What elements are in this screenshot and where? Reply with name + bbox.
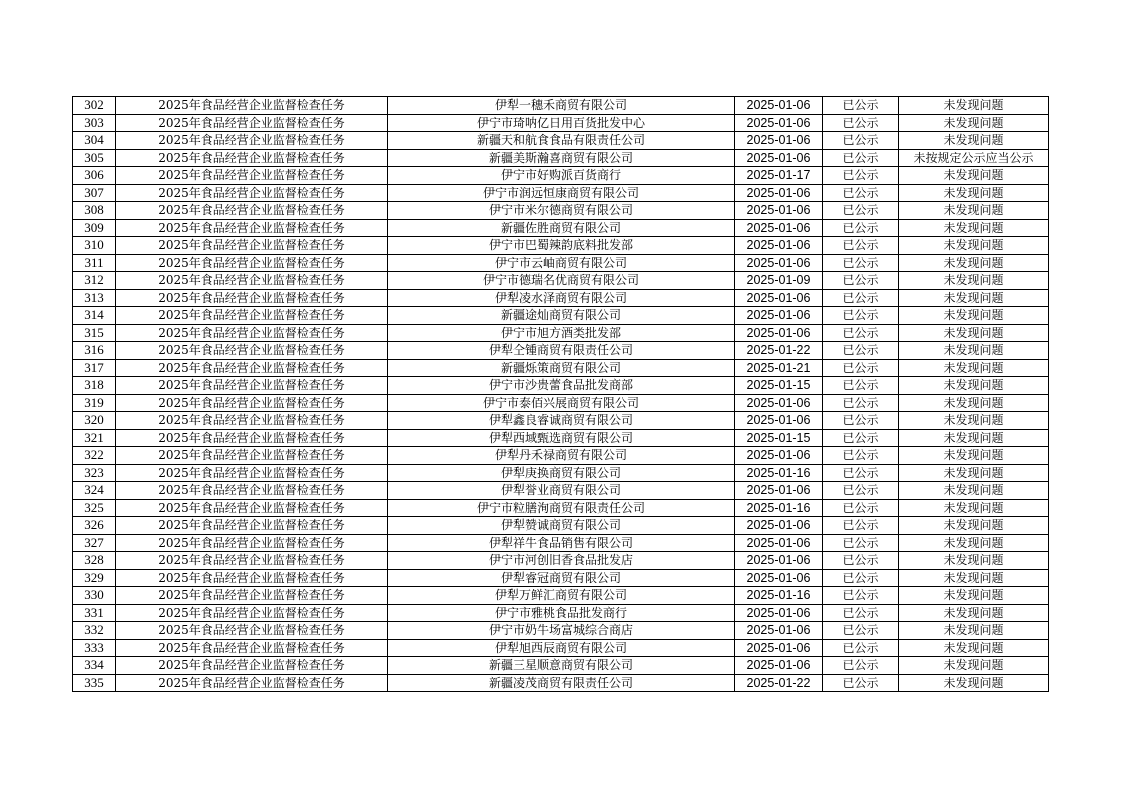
row-number-cell: 318 bbox=[73, 377, 116, 395]
publication-status-cell: 已公示 bbox=[823, 482, 899, 500]
company-name-cell: 伊犁庚换商贸有限公司 bbox=[388, 464, 735, 482]
inspection-date-cell: 2025-01-06 bbox=[735, 517, 823, 535]
inspection-result-cell: 未发现问题 bbox=[899, 534, 1049, 552]
company-name-cell: 伊宁市琦呐亿日用百货批发中心 bbox=[388, 114, 735, 132]
table-row bbox=[73, 569, 1049, 587]
inspection-result-cell: 未发现问题 bbox=[899, 412, 1049, 430]
inspection-date-cell: 2025-01-06 bbox=[735, 639, 823, 657]
row-number-cell: 335 bbox=[73, 674, 116, 692]
table-row bbox=[73, 464, 1049, 482]
row-number-cell: 311 bbox=[73, 254, 116, 272]
publication-status-cell: 已公示 bbox=[823, 412, 899, 430]
company-name-cell: 伊犁一穗禾商贸有限公司 bbox=[388, 97, 735, 115]
row-number-cell: 315 bbox=[73, 324, 116, 342]
task-name-cell: 2025年食品经营企业监督检查任务 bbox=[116, 272, 388, 290]
row-number-cell: 326 bbox=[73, 517, 116, 535]
publication-status-cell: 已公示 bbox=[823, 604, 899, 622]
task-name-cell: 2025年食品经营企业监督检查任务 bbox=[116, 132, 388, 150]
publication-status-cell: 已公示 bbox=[823, 167, 899, 185]
inspection-date-cell: 2025-01-06 bbox=[735, 324, 823, 342]
inspection-result-cell: 未发现问题 bbox=[899, 359, 1049, 377]
row-number-cell: 308 bbox=[73, 202, 116, 220]
company-name-cell: 伊犁鑫良睿诚商贸有限公司 bbox=[388, 412, 735, 430]
table-row bbox=[73, 552, 1049, 570]
inspection-date-cell: 2025-01-22 bbox=[735, 342, 823, 360]
table-row bbox=[73, 604, 1049, 622]
company-name-cell: 新疆烁策商贸有限公司 bbox=[388, 359, 735, 377]
inspection-date-cell: 2025-01-16 bbox=[735, 464, 823, 482]
row-number-cell: 322 bbox=[73, 447, 116, 465]
inspection-date-cell: 2025-01-06 bbox=[735, 657, 823, 675]
table-row bbox=[73, 447, 1049, 465]
inspection-result-cell: 未按规定公示应当公示 bbox=[899, 149, 1049, 167]
task-name-cell: 2025年食品经营企业监督检查任务 bbox=[116, 202, 388, 220]
inspection-result-cell: 未发现问题 bbox=[899, 184, 1049, 202]
task-name-cell: 2025年食品经营企业监督检查任务 bbox=[116, 482, 388, 500]
row-number-cell: 302 bbox=[73, 97, 116, 115]
task-name-cell: 2025年食品经营企业监督检查任务 bbox=[116, 464, 388, 482]
publication-status-cell: 已公示 bbox=[823, 569, 899, 587]
inspection-result-cell: 未发现问题 bbox=[899, 604, 1049, 622]
table-row bbox=[73, 657, 1049, 675]
company-name-cell: 伊宁市巴蜀辣韵底料批发部 bbox=[388, 237, 735, 255]
inspection-result-cell: 未发现问题 bbox=[899, 254, 1049, 272]
company-name-cell: 伊宁市云岫商贸有限公司 bbox=[388, 254, 735, 272]
task-name-cell: 2025年食品经营企业监督检查任务 bbox=[116, 587, 388, 605]
publication-status-cell: 已公示 bbox=[823, 359, 899, 377]
inspection-date-cell: 2025-01-06 bbox=[735, 622, 823, 640]
publication-status-cell: 已公示 bbox=[823, 534, 899, 552]
task-name-cell: 2025年食品经营企业监督检查任务 bbox=[116, 237, 388, 255]
publication-status-cell: 已公示 bbox=[823, 464, 899, 482]
table-row bbox=[73, 342, 1049, 360]
inspection-result-cell: 未发现问题 bbox=[899, 132, 1049, 150]
task-name-cell: 2025年食品经营企业监督检查任务 bbox=[116, 114, 388, 132]
inspection-date-cell: 2025-01-06 bbox=[735, 132, 823, 150]
company-name-cell: 新疆凌茂商贸有限责任公司 bbox=[388, 674, 735, 692]
table-row bbox=[73, 237, 1049, 255]
company-name-cell: 伊宁市好购派百货商行 bbox=[388, 167, 735, 185]
inspection-table bbox=[72, 96, 1049, 692]
table-row bbox=[73, 377, 1049, 395]
task-name-cell: 2025年食品经营企业监督检查任务 bbox=[116, 377, 388, 395]
inspection-date-cell: 2025-01-16 bbox=[735, 499, 823, 517]
inspection-result-cell: 未发现问题 bbox=[899, 97, 1049, 115]
company-name-cell: 新疆美斯瀚喜商贸有限公司 bbox=[388, 149, 735, 167]
task-name-cell: 2025年食品经营企业监督检查任务 bbox=[116, 219, 388, 237]
inspection-date-cell: 2025-01-06 bbox=[735, 569, 823, 587]
table-row bbox=[73, 324, 1049, 342]
publication-status-cell: 已公示 bbox=[823, 219, 899, 237]
table-row bbox=[73, 219, 1049, 237]
publication-status-cell: 已公示 bbox=[823, 517, 899, 535]
inspection-date-cell: 2025-01-06 bbox=[735, 149, 823, 167]
row-number-cell: 316 bbox=[73, 342, 116, 360]
company-name-cell: 伊宁市河创旧香食品批发店 bbox=[388, 552, 735, 570]
inspection-result-cell: 未发现问题 bbox=[899, 569, 1049, 587]
inspection-result-cell: 未发现问题 bbox=[899, 657, 1049, 675]
table-row bbox=[73, 254, 1049, 272]
row-number-cell: 303 bbox=[73, 114, 116, 132]
inspection-date-cell: 2025-01-16 bbox=[735, 587, 823, 605]
inspection-result-cell: 未发现问题 bbox=[899, 342, 1049, 360]
publication-status-cell: 已公示 bbox=[823, 307, 899, 325]
inspection-date-cell: 2025-01-21 bbox=[735, 359, 823, 377]
table-row bbox=[73, 289, 1049, 307]
table-row bbox=[73, 167, 1049, 185]
inspection-result-cell: 未发现问题 bbox=[899, 447, 1049, 465]
inspection-result-cell: 未发现问题 bbox=[899, 639, 1049, 657]
table-row bbox=[73, 359, 1049, 377]
table-row bbox=[73, 674, 1049, 692]
task-name-cell: 2025年食品经营企业监督检查任务 bbox=[116, 97, 388, 115]
inspection-date-cell: 2025-01-06 bbox=[735, 604, 823, 622]
publication-status-cell: 已公示 bbox=[823, 622, 899, 640]
company-name-cell: 伊犁万鲜汇商贸有限公司 bbox=[388, 587, 735, 605]
inspection-result-cell: 未发现问题 bbox=[899, 219, 1049, 237]
table-row bbox=[73, 622, 1049, 640]
row-number-cell: 332 bbox=[73, 622, 116, 640]
row-number-cell: 307 bbox=[73, 184, 116, 202]
publication-status-cell: 已公示 bbox=[823, 132, 899, 150]
task-name-cell: 2025年食品经营企业监督检查任务 bbox=[116, 657, 388, 675]
inspection-date-cell: 2025-01-06 bbox=[735, 412, 823, 430]
row-number-cell: 314 bbox=[73, 307, 116, 325]
company-name-cell: 新疆佐胜商贸有限公司 bbox=[388, 219, 735, 237]
task-name-cell: 2025年食品经营企业监督检查任务 bbox=[116, 552, 388, 570]
row-number-cell: 310 bbox=[73, 237, 116, 255]
company-name-cell: 伊宁市泰佰兴展商贸有限公司 bbox=[388, 394, 735, 412]
row-number-cell: 327 bbox=[73, 534, 116, 552]
inspection-result-cell: 未发现问题 bbox=[899, 377, 1049, 395]
task-name-cell: 2025年食品经营企业监督检查任务 bbox=[116, 412, 388, 430]
inspection-result-cell: 未发现问题 bbox=[899, 622, 1049, 640]
task-name-cell: 2025年食品经营企业监督检查任务 bbox=[116, 359, 388, 377]
publication-status-cell: 已公示 bbox=[823, 429, 899, 447]
company-name-cell: 伊犁旭西辰商贸有限公司 bbox=[388, 639, 735, 657]
inspection-date-cell: 2025-01-15 bbox=[735, 429, 823, 447]
company-name-cell: 伊犁誉业商贸有限公司 bbox=[388, 482, 735, 500]
row-number-cell: 304 bbox=[73, 132, 116, 150]
table-row bbox=[73, 587, 1049, 605]
row-number-cell: 321 bbox=[73, 429, 116, 447]
publication-status-cell: 已公示 bbox=[823, 202, 899, 220]
row-number-cell: 323 bbox=[73, 464, 116, 482]
publication-status-cell: 已公示 bbox=[823, 342, 899, 360]
inspection-date-cell: 2025-01-06 bbox=[735, 184, 823, 202]
task-name-cell: 2025年食品经营企业监督检查任务 bbox=[116, 674, 388, 692]
task-name-cell: 2025年食品经营企业监督检查任务 bbox=[116, 604, 388, 622]
task-name-cell: 2025年食品经营企业监督检查任务 bbox=[116, 324, 388, 342]
task-name-cell: 2025年食品经营企业监督检查任务 bbox=[116, 639, 388, 657]
inspection-date-cell: 2025-01-06 bbox=[735, 447, 823, 465]
publication-status-cell: 已公示 bbox=[823, 237, 899, 255]
task-name-cell: 2025年食品经营企业监督检查任务 bbox=[116, 254, 388, 272]
row-number-cell: 320 bbox=[73, 412, 116, 430]
inspection-result-cell: 未发现问题 bbox=[899, 272, 1049, 290]
publication-status-cell: 已公示 bbox=[823, 254, 899, 272]
task-name-cell: 2025年食品经营企业监督检查任务 bbox=[116, 184, 388, 202]
inspection-date-cell: 2025-01-06 bbox=[735, 202, 823, 220]
company-name-cell: 伊宁市润远恒康商贸有限公司 bbox=[388, 184, 735, 202]
publication-status-cell: 已公示 bbox=[823, 552, 899, 570]
row-number-cell: 306 bbox=[73, 167, 116, 185]
inspection-result-cell: 未发现问题 bbox=[899, 482, 1049, 500]
publication-status-cell: 已公示 bbox=[823, 587, 899, 605]
table-row bbox=[73, 394, 1049, 412]
inspection-result-cell: 未发现问题 bbox=[899, 307, 1049, 325]
company-name-cell: 伊宁市米尔德商贸有限公司 bbox=[388, 202, 735, 220]
inspection-date-cell: 2025-01-06 bbox=[735, 552, 823, 570]
task-name-cell: 2025年食品经营企业监督检查任务 bbox=[116, 342, 388, 360]
row-number-cell: 312 bbox=[73, 272, 116, 290]
inspection-result-cell: 未发现问题 bbox=[899, 289, 1049, 307]
task-name-cell: 2025年食品经营企业监督检查任务 bbox=[116, 447, 388, 465]
inspection-result-cell: 未发现问题 bbox=[899, 237, 1049, 255]
company-name-cell: 伊宁市沙贵蕾食品批发商部 bbox=[388, 377, 735, 395]
publication-status-cell: 已公示 bbox=[823, 289, 899, 307]
inspection-result-cell: 未发现问题 bbox=[899, 114, 1049, 132]
task-name-cell: 2025年食品经营企业监督检查任务 bbox=[116, 394, 388, 412]
table-row bbox=[73, 499, 1049, 517]
publication-status-cell: 已公示 bbox=[823, 97, 899, 115]
inspection-date-cell: 2025-01-06 bbox=[735, 114, 823, 132]
table-row bbox=[73, 307, 1049, 325]
inspection-date-cell: 2025-01-09 bbox=[735, 272, 823, 290]
table-row bbox=[73, 639, 1049, 657]
inspection-result-cell: 未发现问题 bbox=[899, 552, 1049, 570]
row-number-cell: 330 bbox=[73, 587, 116, 605]
company-name-cell: 伊犁祥牛食品销售有限公司 bbox=[388, 534, 735, 552]
inspection-result-cell: 未发现问题 bbox=[899, 587, 1049, 605]
row-number-cell: 305 bbox=[73, 149, 116, 167]
table-row bbox=[73, 534, 1049, 552]
row-number-cell: 325 bbox=[73, 499, 116, 517]
company-name-cell: 伊宁市旭方酒类批发部 bbox=[388, 324, 735, 342]
company-name-cell: 伊犁睿冠商贸有限公司 bbox=[388, 569, 735, 587]
publication-status-cell: 已公示 bbox=[823, 114, 899, 132]
publication-status-cell: 已公示 bbox=[823, 657, 899, 675]
publication-status-cell: 已公示 bbox=[823, 674, 899, 692]
row-number-cell: 333 bbox=[73, 639, 116, 657]
table-row bbox=[73, 429, 1049, 447]
inspection-date-cell: 2025-01-17 bbox=[735, 167, 823, 185]
row-number-cell: 309 bbox=[73, 219, 116, 237]
task-name-cell: 2025年食品经营企业监督检查任务 bbox=[116, 289, 388, 307]
inspection-date-cell: 2025-01-06 bbox=[735, 482, 823, 500]
publication-status-cell: 已公示 bbox=[823, 149, 899, 167]
table-row bbox=[73, 114, 1049, 132]
inspection-result-cell: 未发现问题 bbox=[899, 517, 1049, 535]
publication-status-cell: 已公示 bbox=[823, 639, 899, 657]
company-name-cell: 伊宁市奶牛场富城综合商店 bbox=[388, 622, 735, 640]
publication-status-cell: 已公示 bbox=[823, 447, 899, 465]
company-name-cell: 伊犁丹禾禄商贸有限公司 bbox=[388, 447, 735, 465]
inspection-result-cell: 未发现问题 bbox=[899, 167, 1049, 185]
company-name-cell: 伊宁市雅桃食品批发商行 bbox=[388, 604, 735, 622]
company-name-cell: 伊宁市德瑞名优商贸有限公司 bbox=[388, 272, 735, 290]
row-number-cell: 313 bbox=[73, 289, 116, 307]
table-row bbox=[73, 149, 1049, 167]
inspection-result-cell: 未发现问题 bbox=[899, 202, 1049, 220]
company-name-cell: 伊宁市粒膳洵商贸有限责任公司 bbox=[388, 499, 735, 517]
task-name-cell: 2025年食品经营企业监督检查任务 bbox=[116, 517, 388, 535]
table-row bbox=[73, 272, 1049, 290]
task-name-cell: 2025年食品经营企业监督检查任务 bbox=[116, 167, 388, 185]
row-number-cell: 329 bbox=[73, 569, 116, 587]
task-name-cell: 2025年食品经营企业监督检查任务 bbox=[116, 149, 388, 167]
inspection-result-cell: 未发现问题 bbox=[899, 464, 1049, 482]
publication-status-cell: 已公示 bbox=[823, 499, 899, 517]
inspection-date-cell: 2025-01-22 bbox=[735, 674, 823, 692]
company-name-cell: 伊犁凌水泽商贸有限公司 bbox=[388, 289, 735, 307]
inspection-result-cell: 未发现问题 bbox=[899, 674, 1049, 692]
company-name-cell: 伊犁西域甄选商贸有限公司 bbox=[388, 429, 735, 447]
task-name-cell: 2025年食品经营企业监督检查任务 bbox=[116, 622, 388, 640]
table-row bbox=[73, 202, 1049, 220]
row-number-cell: 328 bbox=[73, 552, 116, 570]
company-name-cell: 新疆途灿商贸有限公司 bbox=[388, 307, 735, 325]
inspection-date-cell: 2025-01-06 bbox=[735, 97, 823, 115]
inspection-date-cell: 2025-01-06 bbox=[735, 534, 823, 552]
task-name-cell: 2025年食品经营企业监督检查任务 bbox=[116, 307, 388, 325]
table-row bbox=[73, 97, 1049, 115]
row-number-cell: 334 bbox=[73, 657, 116, 675]
publication-status-cell: 已公示 bbox=[823, 377, 899, 395]
row-number-cell: 317 bbox=[73, 359, 116, 377]
inspection-result-cell: 未发现问题 bbox=[899, 429, 1049, 447]
inspection-result-cell: 未发现问题 bbox=[899, 324, 1049, 342]
inspection-date-cell: 2025-01-06 bbox=[735, 394, 823, 412]
inspection-result-cell: 未发现问题 bbox=[899, 394, 1049, 412]
task-name-cell: 2025年食品经营企业监督检查任务 bbox=[116, 569, 388, 587]
table-row bbox=[73, 184, 1049, 202]
task-name-cell: 2025年食品经营企业监督检查任务 bbox=[116, 499, 388, 517]
row-number-cell: 324 bbox=[73, 482, 116, 500]
task-name-cell: 2025年食品经营企业监督检查任务 bbox=[116, 429, 388, 447]
table-row bbox=[73, 132, 1049, 150]
publication-status-cell: 已公示 bbox=[823, 394, 899, 412]
publication-status-cell: 已公示 bbox=[823, 272, 899, 290]
inspection-date-cell: 2025-01-15 bbox=[735, 377, 823, 395]
inspection-result-cell: 未发现问题 bbox=[899, 499, 1049, 517]
table-row bbox=[73, 517, 1049, 535]
inspection-date-cell: 2025-01-06 bbox=[735, 237, 823, 255]
publication-status-cell: 已公示 bbox=[823, 324, 899, 342]
company-name-cell: 新疆天和航食食品有限责任公司 bbox=[388, 132, 735, 150]
row-number-cell: 319 bbox=[73, 394, 116, 412]
company-name-cell: 伊犁赞诚商贸有限公司 bbox=[388, 517, 735, 535]
task-name-cell: 2025年食品经营企业监督检查任务 bbox=[116, 534, 388, 552]
company-name-cell: 新疆三星顺意商贸有限公司 bbox=[388, 657, 735, 675]
inspection-date-cell: 2025-01-06 bbox=[735, 219, 823, 237]
inspection-table-body bbox=[73, 97, 1049, 692]
inspection-date-cell: 2025-01-06 bbox=[735, 289, 823, 307]
row-number-cell: 331 bbox=[73, 604, 116, 622]
table-row bbox=[73, 482, 1049, 500]
inspection-date-cell: 2025-01-06 bbox=[735, 307, 823, 325]
company-name-cell: 伊犁仝锺商贸有限责任公司 bbox=[388, 342, 735, 360]
publication-status-cell: 已公示 bbox=[823, 184, 899, 202]
inspection-date-cell: 2025-01-06 bbox=[735, 254, 823, 272]
table-row bbox=[73, 412, 1049, 430]
